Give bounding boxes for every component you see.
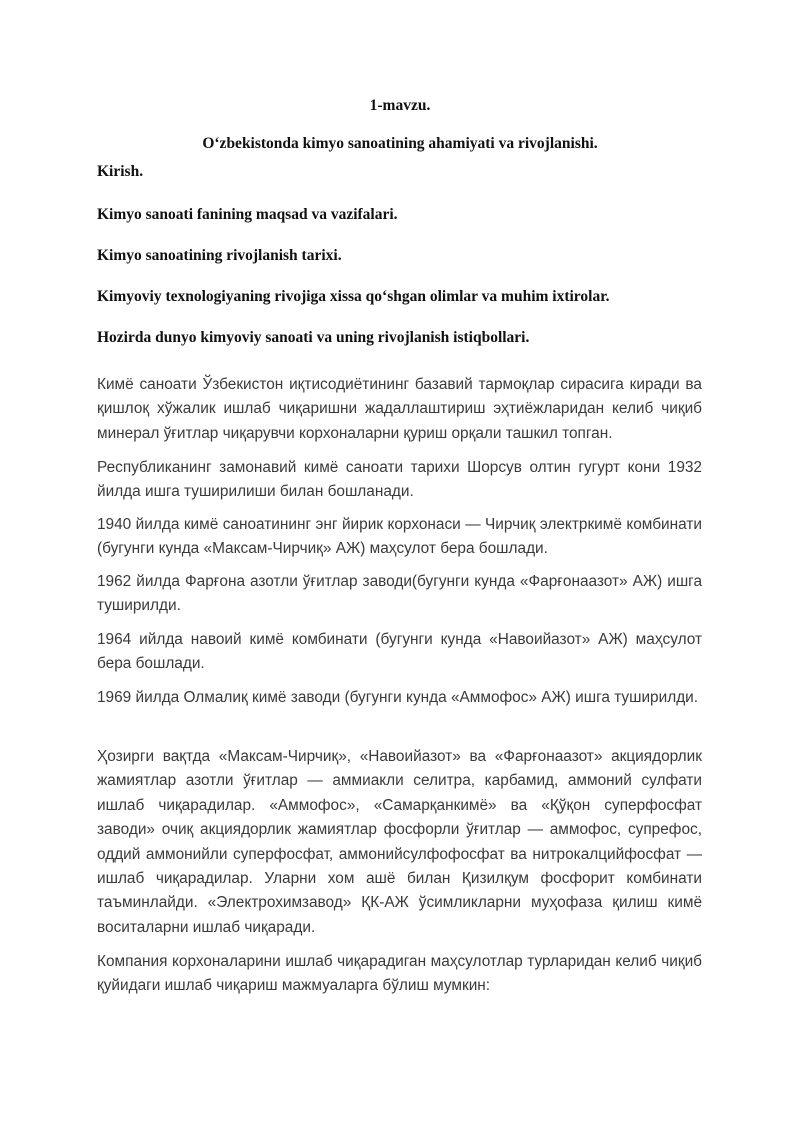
body-paragraph: 1964 ийлда навоий кимё комбинати (бугунги кунда «Навоийазот» АЖ) маҳсулот бера бошлади. [97,631,702,673]
body-paragraph: Компания корхоналарини ишлаб чиқарадиган маҳсулотлар турларидан келиб чиқиб қуйидаги ишлаб чиқариш мажмуаларга бўлиш мумкин: [97,953,702,995]
body-paragraph: 1962 йилда Фарғона азотли ўғитлар заводи(бугунги кунда «Фарғонаазот» АЖ) ишга туширилди. [97,573,702,615]
section-heading-introduction: Kirish. [97,163,144,180]
body-paragraph: Республиканинг замонавий кимё саноати тарихи Шорсув олтин гугурт кони 1932 йилда ишга туширилиши билан бошланади. [97,459,702,501]
section-heading-history: Kimyo sanoatining rivojlanish tarixi. [97,247,342,264]
section-heading-prospects: Hozirda dunyo kimyoviy sanoati va uning rivojlanish istiqbollari. [97,329,530,346]
section-heading-goals: Kimyo sanoati fanining maqsad va vazifalari. [97,206,398,223]
body-paragraph: 1969 йилда Олмалиқ кимё заводи (бугунги кунда «Аммофос» АЖ) ишга туширилди. [97,689,699,706]
body-paragraph: Кимё саноати Ўзбекистон иқтисодиётининг базавий тармоқлар сирасига киради ва қишлоқ хўжалик ишлаб чиқаришни жадаллаштириш эҳтиёжларидан келиб чиқиб минерал ўғитлар чиқарувчи корхоналарни қуриш орқали ташкил топган. [97,376,702,442]
document-title: O‘zbekistonda kimyo sanoatining ahamiyati va rivojlanishi. [202,135,598,152]
body-paragraph: 1940 йилда кимё саноатининг энг йирик корхонаси — Чирчиқ электркимё комбинати (бугунги кунда «Максам-Чирчиқ» АЖ) маҳсулот бера бошлади. [97,516,702,558]
topic-number: 1-mavzu. [369,97,431,114]
section-heading-scientists: Kimyoviy texnologiyaning rivojiga xissa qo‘shgan olimlar va muhim ixtirolar. [97,288,610,305]
body-paragraph: Ҳозирги вақтда «Максам-Чирчиқ», «Навоийазот» ва «Фарғонаазот» акциядорлик жамиятлар азотли ўғитлар — аммиакли селитра, карбамид, аммоний сулфати ишлаб чиқарадилар. «Аммофос», «Самарқанкимё» ва «Қўқон суперфосфат заводи» очиқ акциядорлик жамиятлар фосфорли ўғитлар — аммофос, супрефос, оддий аммонийли суперфосфат, аммонийсулфофосфат ва нитрокалцийфосфат — ишлаб чиқарадилар. Уларни хом ашё билан Қизилқум фосфорит комбинати таъминлайди. «Электрохимзавод» ҚК-АЖ ўсимликларни муҳофаза қилиш кимё воситаларни ишлаб чиқаради. [97,748,702,936]
